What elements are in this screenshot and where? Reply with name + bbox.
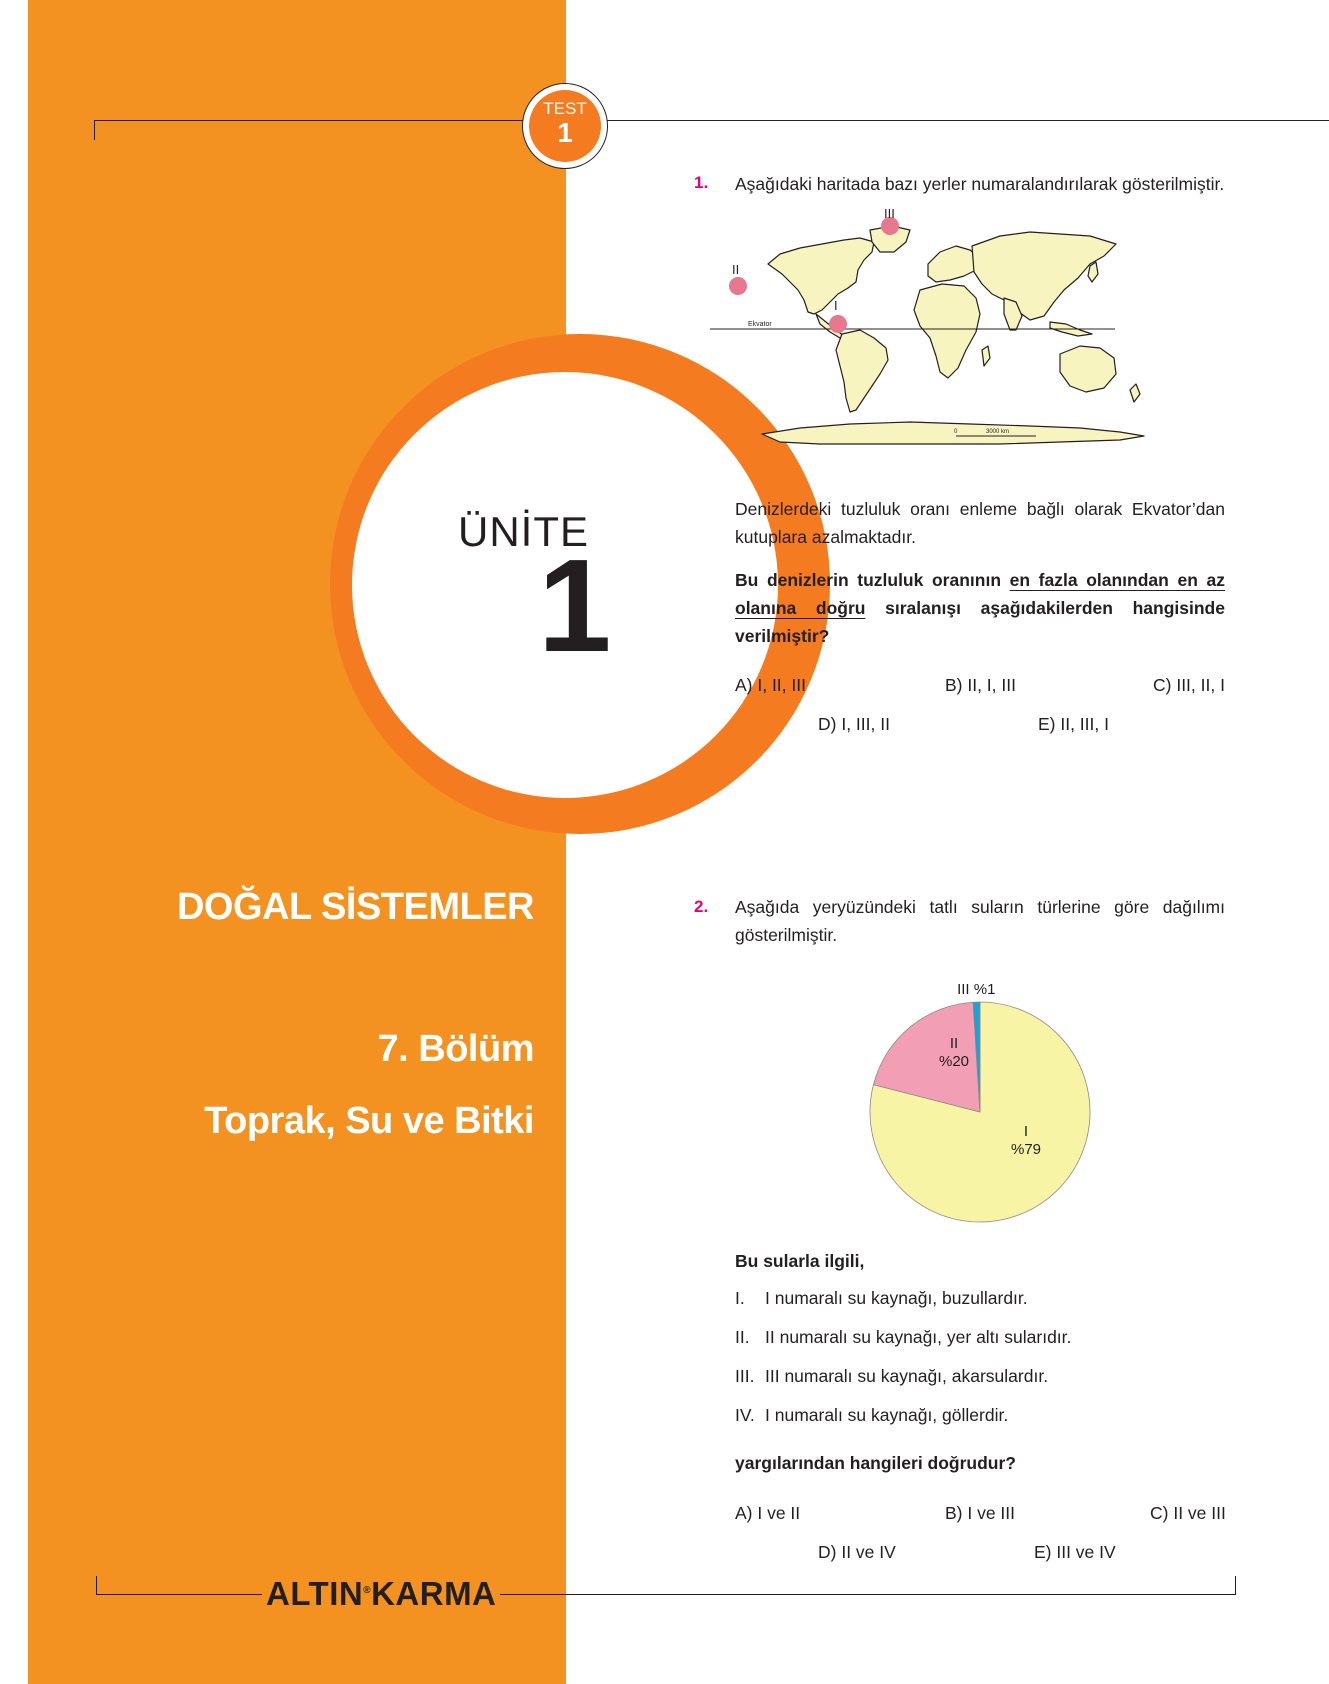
landmass-north-america <box>768 238 874 314</box>
q1-option-e[interactable]: E) II, III, I <box>1038 714 1109 734</box>
statement-2-text: II numaralı su kaynağı, yer altı sularıdır. <box>765 1327 1072 1347</box>
statement-2-num: II. <box>735 1327 750 1347</box>
test-badge-number: 1 <box>557 117 573 148</box>
footer-rule-tick-right <box>1235 1576 1236 1594</box>
test-badge <box>529 90 601 162</box>
marker-ii <box>729 277 747 295</box>
q2-option-d[interactable]: D) II ve IV <box>818 1542 896 1562</box>
question-1-number: 1. <box>694 173 709 192</box>
q1-option-d[interactable]: D) I, III, II <box>818 714 890 734</box>
world-map <box>732 206 1200 480</box>
question-2-prompt: Aşağıda yeryüzündeki tatlı suların türlerine göre dağılımı gösterilmiştir. <box>735 897 1225 945</box>
question-2-number: 2. <box>694 897 709 916</box>
landmass-australia <box>1060 346 1116 392</box>
statement-2 <box>735 1327 1071 1348</box>
q2-option-e[interactable]: E) III ve IV <box>1034 1542 1116 1562</box>
statement-3 <box>735 1366 1048 1387</box>
statement-1 <box>735 1288 1028 1309</box>
stem-part-1: Bu denizlerin tuzluluk oranının <box>735 570 1010 590</box>
brand-right: KARMA <box>371 1575 497 1612</box>
pie-label-iii: III %1 <box>957 981 996 998</box>
brand-left: ALTIN <box>266 1575 364 1612</box>
statement-4-num: IV. <box>735 1405 755 1425</box>
pie-value-i: %79 <box>1010 1141 1042 1158</box>
question-1-prompt: Aşağıdaki haritada bazı yerler numaralandırılarak gösterilmiştir. <box>735 174 1225 194</box>
question-2-lead: Bu sularla ilgili, <box>735 1251 865 1271</box>
unit-title: DOĞAL SİSTEMLER <box>176 886 534 928</box>
freshwater-pie-chart <box>855 962 1105 1224</box>
landmass-antarctica <box>762 422 1144 444</box>
footer-rule-tick-left <box>96 1576 97 1594</box>
marker-iii-label: III <box>884 206 895 221</box>
marker-i <box>829 315 847 333</box>
test-badge-label: TEST <box>543 99 587 118</box>
chapter-title: Toprak, Su ve Bitki <box>204 1100 534 1142</box>
header-rule-right <box>606 120 1329 121</box>
landmass-new-zealand <box>1130 384 1140 402</box>
statement-4-text: I numaralı su kaynağı, göllerdir. <box>765 1405 1009 1425</box>
header-rule-tick <box>94 120 95 140</box>
pie-graphic <box>855 962 1105 1224</box>
statement-1-text: I numaralı su kaynağı, buzullardır. <box>765 1288 1028 1308</box>
header-rule-left <box>94 120 524 121</box>
brand-mark: ® <box>363 1585 372 1596</box>
q1-option-a[interactable]: A) I, II, III <box>735 675 806 695</box>
statement-4 <box>735 1405 1008 1426</box>
pie-label-ii: II <box>949 1035 959 1052</box>
q1-option-c[interactable]: C) III, II, I <box>1153 675 1225 695</box>
landmass-africa <box>914 284 980 378</box>
unit-number: 1 <box>538 532 612 679</box>
scale-label: 3000 km <box>986 429 1010 435</box>
question-1-info: Denizlerdeki tuzluluk oranı enleme bağlı olarak Ekvator’dan kutuplara azalmaktadır. <box>735 499 1225 547</box>
marker-ii-label: II <box>732 262 740 277</box>
marker-i-label: I <box>834 298 838 313</box>
question-2-question: yargılarından hangileri doğrudur? <box>735 1453 1016 1473</box>
world-map-graphic <box>732 222 1200 480</box>
q1-option-b[interactable]: B) II, I, III <box>945 675 1016 695</box>
statement-1-num: I. <box>735 1288 745 1308</box>
brand-logo <box>266 1575 496 1613</box>
pie-label-i: I <box>1023 1123 1029 1140</box>
stem-part-2: sıralanışı aşağıdakilerden hangisinde verilmiştir? <box>735 598 1225 646</box>
q2-option-c[interactable]: C) II ve III <box>1150 1503 1226 1523</box>
landmass-south-america <box>836 330 888 412</box>
scale-start: 0 <box>954 429 958 435</box>
stem-underlined: en fazla olanından en az olanına doğru <box>735 570 1225 618</box>
q2-option-a[interactable]: A) I ve II <box>735 1503 801 1523</box>
chapter-label: 7. Bölüm <box>377 1028 534 1070</box>
statement-3-num: III. <box>735 1366 755 1386</box>
statement-3-text: III numaralı su kaynağı, akarsulardır. <box>765 1366 1049 1386</box>
landmass-madagascar <box>982 346 990 366</box>
unit-word: ÜNİTE <box>458 508 589 555</box>
equator-label: Ekvator <box>748 321 772 328</box>
pie-value-ii: %20 <box>938 1053 970 1070</box>
question-1-stem <box>735 566 1225 650</box>
q2-option-b[interactable]: B) I ve III <box>945 1503 1016 1523</box>
sidebar-panel <box>28 0 612 1684</box>
